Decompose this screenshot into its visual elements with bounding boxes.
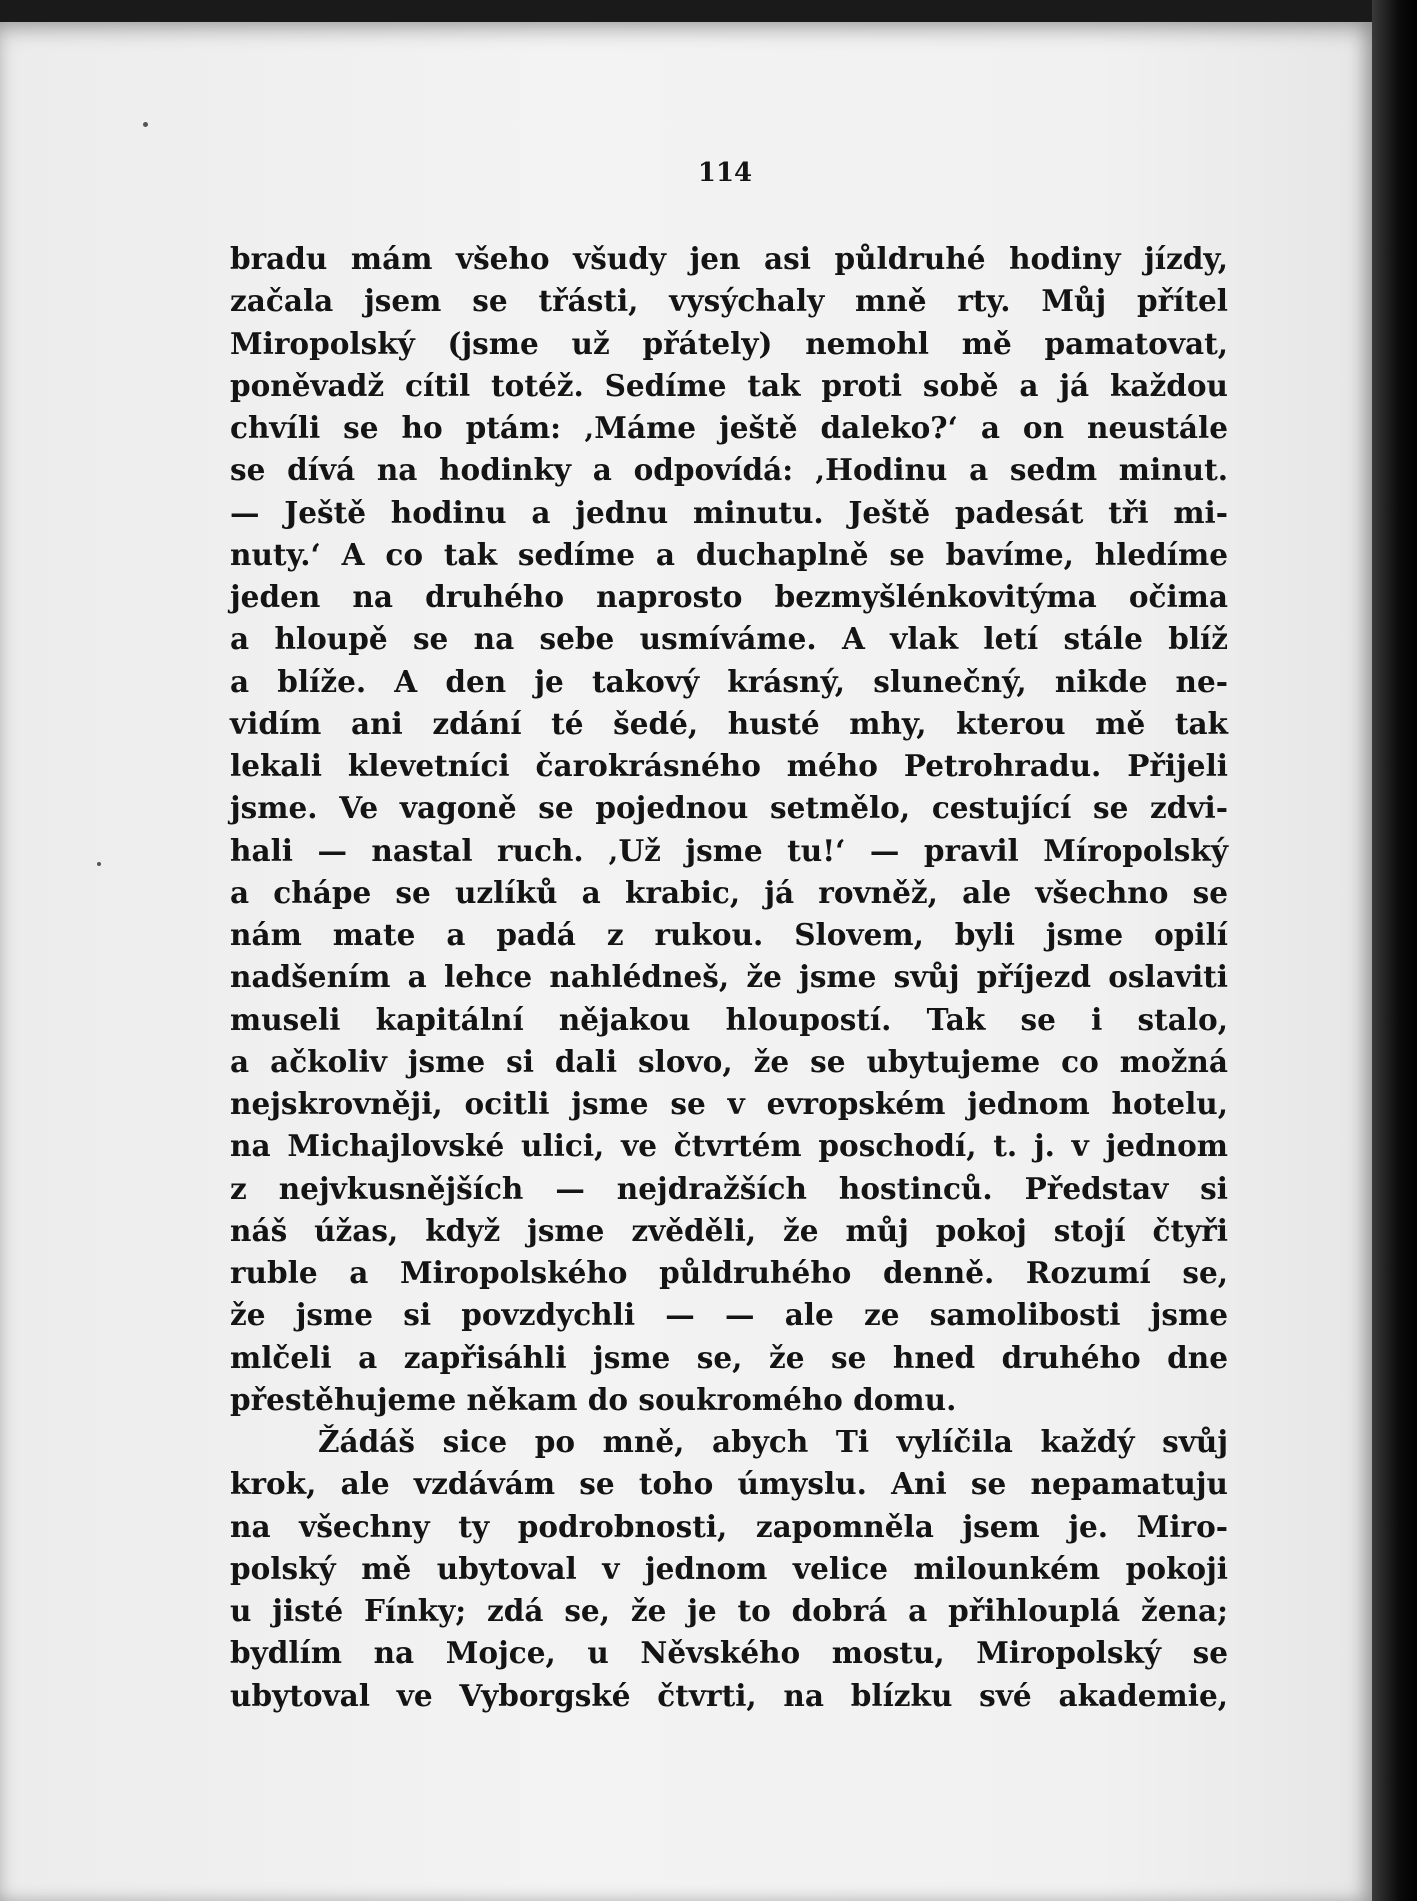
- text-line: hali — nastal ruch. ‚Už jsme tu!‘ — pravil Míropolský: [230, 832, 1228, 868]
- text-line: mlčeli a zapřisáhli jsme se, že se hned druhého dne: [230, 1339, 1228, 1375]
- paragraph-first-line: Žádáš sice po mně, abych Ti vylíčila každý svůj: [318, 1424, 1228, 1459]
- text-line: museli kapitální nějakou hloupostí. Tak se i stalo,: [230, 1001, 1228, 1037]
- text-line: polský mě ubytoval v jednom velice milounkém pokoji: [230, 1550, 1228, 1586]
- text-line: z nejvkusnějších — nejdražších hostinců. Představ si: [230, 1170, 1228, 1206]
- text-line: začala jsem se třásti, vysýchaly mně rty. Můj přítel: [230, 283, 1228, 319]
- text-line: a chápe se uzlíků a krabic, já rovněž, ale všechno se: [230, 874, 1228, 910]
- page-number: 114: [697, 158, 753, 188]
- text-line: nadšením a lehce nahlédneš, že jsme svůj příjezd oslaviti: [230, 959, 1228, 995]
- text-line: u jisté Fínky; zdá se, že je to dobrá a přihlouplá žena;: [230, 1593, 1228, 1628]
- text-line: nejskrovněji, ocitli jsme se v evropském jednom hotelu,: [230, 1086, 1228, 1121]
- text-line: Miropolský (jsme už přátely) nemohl mě pamatovat,: [230, 325, 1228, 361]
- text-line: nuty.‘ A co tak sedíme a duchaplně se bavíme, hledíme: [230, 536, 1228, 572]
- text-line: lekali klevetníci čarokrásného mého Petrohradu. Přijeli: [230, 748, 1228, 783]
- text-line: na všechny ty podrobnosti, zapomněla jsem je. Miro-: [230, 1508, 1228, 1544]
- text-line: jeden na druhého naprosto bezmyšlénkovitýma očima: [230, 579, 1228, 614]
- ink-speck: [143, 122, 148, 127]
- text-line: jsme. Ve vagoně se pojednou setmělo, cestující se zdvi-: [230, 790, 1228, 826]
- text-line: bradu mám všeho všudy jen asi půldruhé hodiny jízdy,: [230, 241, 1228, 276]
- ink-speck: [97, 862, 101, 866]
- text-line: na Michajlovské ulici, ve čtvrtém poschodí, t. j. v jednom: [230, 1128, 1228, 1164]
- text-line: ubytoval ve Vyborgské čtvrti, na blízku své akademie,: [230, 1677, 1228, 1713]
- text-line: nám mate a padá z rukou. Slovem, byli jsme opilí: [230, 917, 1228, 952]
- text-line: bydlím na Mojce, u Něvského mostu, Miropolský se: [230, 1635, 1228, 1671]
- text-line: — Ještě hodinu a jednu minutu. Ještě padesát tři mi-: [230, 494, 1228, 530]
- text-line: a blíže. A den je takový krásný, slunečný, nikde ne-: [230, 663, 1228, 699]
- text-line: a ačkoliv jsme si dali slovo, že se ubytujeme co možná: [230, 1043, 1228, 1079]
- body-text: [230, 238, 1228, 1717]
- text-line: chvíli se ho ptám: ‚Máme ještě daleko?‘ a on neustále: [230, 410, 1228, 445]
- text-line: ruble a Miropolského půldruhého denně. Rozumí se,: [230, 1255, 1228, 1290]
- text-line: a hloupě se na sebe usmíváme. A vlak letí stále blíž: [230, 621, 1228, 657]
- text-line: že jsme si povzdychli — — ale ze samolibosti jsme: [230, 1297, 1228, 1333]
- page-edge-shadow: [1372, 0, 1417, 1901]
- text-line: se dívá na hodinky a odpovídá: ‚Hodinu a sedm minut.: [230, 452, 1228, 488]
- paragraph-last-line: přestěhujeme někam do soukromého domu.: [230, 1381, 957, 1417]
- text-line: vidím ani zdání té šedé, husté mhy, kterou mě tak: [230, 705, 1228, 741]
- text-line: krok, ale vzdávám se toho úmyslu. Ani se nepamatuju: [230, 1466, 1228, 1502]
- text-line: náš úžas, když jsme zvěděli, že můj pokoj stojí čtyři: [230, 1212, 1228, 1248]
- text-line: poněvadž cítil totéž. Sedíme tak proti sobě a já každou: [230, 367, 1228, 403]
